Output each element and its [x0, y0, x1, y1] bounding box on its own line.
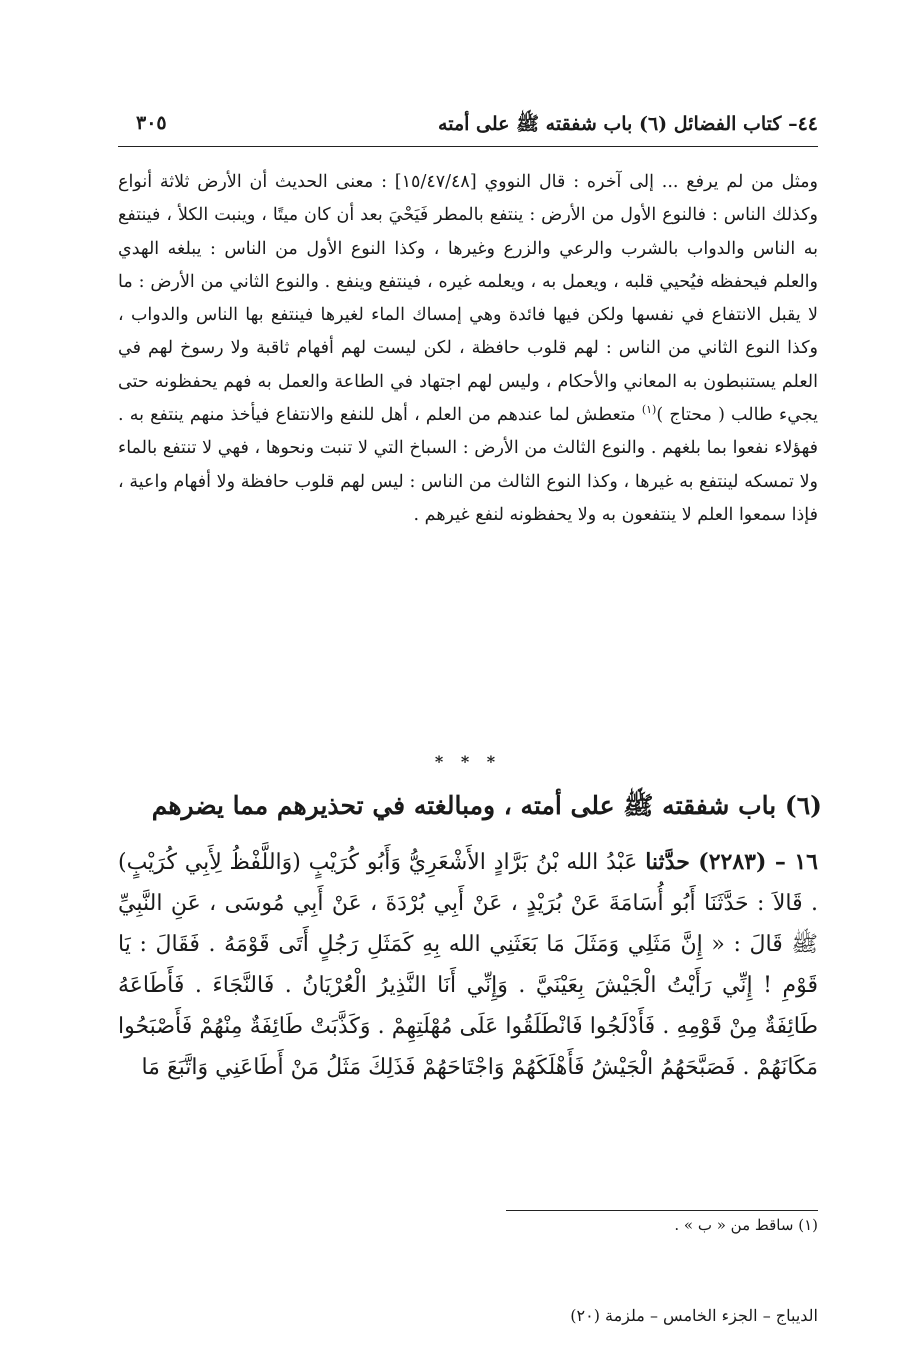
book-page [118, 100, 822, 1340]
footnote-rule [506, 1210, 818, 1211]
hadith-block [118, 842, 818, 1088]
running-header [118, 112, 818, 142]
header-rule [118, 146, 818, 147]
hadith-number: ١٦ – (٢٢٨٣) حدَّثنا [645, 849, 818, 875]
chapter-title: ٤٤– كتاب الفضائل (٦) باب شفقته ﷺ على أمته [438, 113, 818, 135]
page-number: ٣٠٥ [136, 112, 167, 134]
commentary-text-rest: متعطش لما عندهم من العلم ، أهل للنفع والانتفاع فيأخذ منهم ينتفع به . فهؤلاء نفعوا بما بلغهم . والنوع الثالث من الأرض : السباخ التي لا تنبت ونحوها ، فهي لا تنتفع بالماء ولا تمسكه لينتفع به غيرها ، وكذا النوع الثالث من الناس : ليس لهم قلوب حافظة ولا أفهام واعية ، فإذا سمعوا العلم لا ينتفعون به ولا يحفظونه لنفع غيرهم . [118, 405, 818, 525]
chapter-heading: (٦) باب شفقته ﷺ على أمته ، ومبالغته في تحذيرهم مما يضرهم [151, 791, 822, 820]
printer-signature: الديباج – الجزء الخامس – ملزمة (٢٠) [570, 1306, 818, 1325]
commentary-paragraph [118, 166, 818, 532]
commentary-text-main: ومثل من لم يرفع ... إلى آخره : قال النووي [١٥/٤٧/٤٨] : معنى الحديث أن الأرض ثلاثة أنواع وكذلك الناس : فالنوع الأول من الأرض : ينتفع بالمطر فَيَحْيَ بعد أن كان ميتًا ، وينبت الكلأ ، فينتفع به الناس والدواب بالشرب والرعي والزرع وغيرها ، وكذا النوع الأول من الناس : يبلغه الهدي والعلم فيحفظه فيُحيي قلبه ، ويعمل به ، ويعلمه غيره ، فينتفع وينفع . والنوع الثاني من الأرض : ما لا يقبل الانتفاع في نفسها ولكن فيها فائدة وهي إمساك الماء لغيرها فينتفع بها الناس والدواب ، وكذا النوع الثاني من الناس : لهم قلوب حافظة ، لكن ليست لهم أفهام ثاقبة ولا رسوخ لهم في العلم يستنبطون به المعاني والأحكام ، وليس لهم اجتهاد في الطاعة والعمل به فهم يحفظونه حتى يجيء طالب ( محتاج ) [118, 172, 818, 426]
footnote-reference: (١) [641, 403, 657, 417]
section-separator: * * * [434, 752, 502, 771]
footnote: (١) ساقط من « ب » . [674, 1216, 818, 1234]
commentary-block [118, 166, 818, 532]
hadith-text: عَبْدُ الله بْنُ بَرَّادٍ الأَشْعَرِيُّ وَأَبُو كُرَيْبٍ (وَاللَّفْظُ لِأَبِي كُرَيْبٍ) . قَالاَ : حَدَّثَنَا أَبُو أُسَامَةَ عَنْ بُرَيْدٍ ، عَنْ أَبِي بُرْدَةَ ، عَنْ أَبِي مُوسَى ، عَنِ النَّبِيِّ ﷺ قَالَ : « إِنَّ مَثَلِي وَمَثَلَ مَا بَعَثَنِي الله بِهِ كَمَثَلِ رَجُلٍ أَتَى قَوْمَهُ . فَقَالَ : يَا قَوْمِ ! إِنِّي رَأَيْتُ الْجَيْشَ بِعَيْنَيَّ . وَإِنِّي أَنَا النَّذِيرُ الْعُرْيَانُ . فَالنَّجَاءَ . فَأَطَاعَهُ طَائِفَةٌ مِنْ قَوْمِهِ . فَأَدْلَجُوا فَانْطَلَقُوا عَلَى مُهْلَتِهِمْ . وَكَذَّبَتْ طَائِفَةٌ مِنْهُمْ فَأَصْبَحُوا مَكَانَهُمْ . فَصَبَّحَهُمُ الْجَيْشُ فَأَهْلَكَهُمْ وَاجْتَاحَهُمْ فَذَلِكَ مَثَلُ مَنْ أَطَاعَنِي وَاتَّبَعَ مَا [118, 850, 818, 1080]
hadith-paragraph [118, 842, 818, 1088]
